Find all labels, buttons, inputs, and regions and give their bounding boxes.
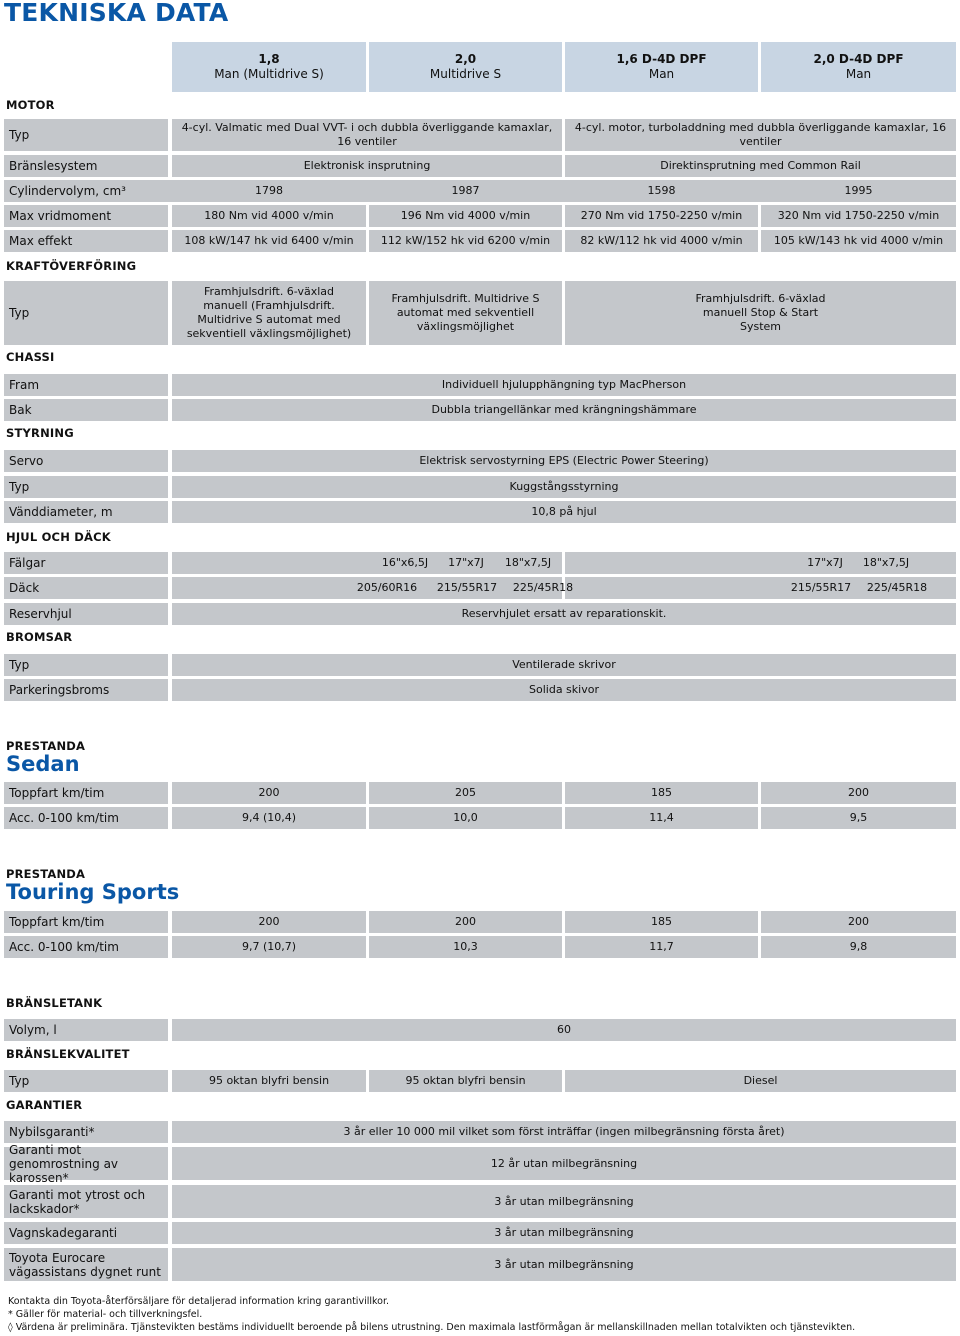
sedan-top-speed-1: 200 bbox=[172, 782, 366, 804]
touring-acceleration-2: 10,3 bbox=[369, 936, 562, 958]
sedan-acceleration-3: 11,4 bbox=[565, 807, 758, 829]
displacement-4: 1995 bbox=[844, 184, 873, 197]
section-chassis: CHASSI bbox=[6, 350, 55, 364]
section-fuel-quality: BRÄNSLEKVALITET bbox=[6, 1047, 130, 1061]
column-header-4 bbox=[761, 42, 956, 92]
warranty-value-paint: 3 år utan milbegränsning bbox=[172, 1185, 956, 1218]
steering-type-value: Kuggstångsstyrning bbox=[172, 476, 956, 498]
section-fuel-tank: BRÄNSLETANK bbox=[6, 996, 103, 1010]
column-header-3-engine: 1,6 D-4D DPF bbox=[616, 52, 707, 66]
touring-acceleration-4: 9,8 bbox=[761, 936, 956, 958]
warranty-label-damage: Vagnskadegaranti bbox=[4, 1222, 168, 1244]
footnote-preliminary: ◊ Värdena är preliminära. Tjänstevikten bestäms individuellt beroende på bilens utrustning. Den maximala lastförmågan är mellanskillnaden mellan totalvikten och tjänstevikten. bbox=[8, 1322, 856, 1333]
column-header-4-engine: 2,0 D-4D DPF bbox=[813, 52, 904, 66]
warranty-label-paint: Garanti mot ytrost och lackskador* bbox=[4, 1185, 168, 1218]
drivetrain-type-label: Typ bbox=[4, 281, 168, 345]
motor-type-label: Typ bbox=[4, 119, 168, 151]
torque-4: 320 Nm vid 1750-2250 v/min bbox=[761, 205, 956, 227]
column-header-2 bbox=[369, 42, 562, 92]
brake-type-label: Typ bbox=[4, 654, 168, 676]
brake-type-value: Ventilerade skrivor bbox=[172, 654, 956, 676]
section-performance-touring: PRESTANDA bbox=[6, 867, 86, 881]
power-label: Max effekt bbox=[4, 230, 168, 252]
parking-brake-value: Solida skivor bbox=[172, 679, 956, 701]
tyres-petrol-3: 225/45R18 bbox=[512, 581, 574, 594]
power-2: 112 kW/152 hk vid 6200 v/min bbox=[369, 230, 562, 252]
displacement-2: 1987 bbox=[451, 184, 480, 197]
touring-acceleration-1: 9,7 (10,7) bbox=[172, 936, 366, 958]
rims-diesel-2: 18"x7,5J bbox=[862, 556, 910, 569]
front-suspension-value: Individuell hjulupphängning typ MacPherson bbox=[172, 374, 956, 396]
front-suspension-label: Fram bbox=[4, 374, 168, 396]
section-wheels: HJUL OCH DÄCK bbox=[6, 530, 111, 544]
column-header-3 bbox=[565, 42, 758, 92]
rims-petrol-2: 17"x7J bbox=[448, 556, 484, 569]
tyres-label: Däck bbox=[4, 577, 168, 599]
servo-label: Servo bbox=[4, 450, 168, 472]
sedan-top-speed-3: 185 bbox=[565, 782, 758, 804]
column-header-1 bbox=[172, 42, 366, 92]
torque-3: 270 Nm vid 1750-2250 v/min bbox=[565, 205, 758, 227]
touring-acceleration-label: Acc. 0-100 km/tim bbox=[4, 936, 168, 958]
section-steering: STYRNING bbox=[6, 426, 74, 440]
drivetrain-type-2: Framhjulsdrift. Multidrive S automat med sekventiell växlingsmöjlighet bbox=[369, 281, 562, 345]
rims-petrol-3: 18"x7,5J bbox=[504, 556, 552, 569]
column-header-1-gearbox: Man (Multidrive S) bbox=[214, 67, 324, 81]
displacement-1: 1798 bbox=[255, 184, 283, 197]
parking-brake-label: Parkeringsbroms bbox=[4, 679, 168, 701]
model-sedan: Sedan bbox=[6, 752, 80, 776]
motor-type-diesel: 4-cyl. motor, turboladdning med dubbla överliggande kamaxlar, 16 ventiler bbox=[565, 119, 956, 151]
sedan-acceleration-label: Acc. 0-100 km/tim bbox=[4, 807, 168, 829]
torque-1: 180 Nm vid 4000 v/min bbox=[172, 205, 366, 227]
power-3: 82 kW/112 hk vid 4000 v/min bbox=[565, 230, 758, 252]
displacement-label: Cylindervolym, cm³ bbox=[4, 180, 168, 202]
touring-top-speed-4: 200 bbox=[761, 911, 956, 933]
fuel-quality-1: 95 oktan blyfri bensin bbox=[172, 1070, 366, 1092]
tyres-diesel-1: 215/55R17 bbox=[790, 581, 852, 594]
section-warranty: GARANTIER bbox=[6, 1098, 83, 1112]
drivetrain-type-1: Framhjulsdrift. 6-växlad manuell (Framhjulsdrift. Multidrive S automat med sekventiell växlingsmöjlighet) bbox=[172, 281, 366, 345]
fuel-quality-34: Diesel bbox=[565, 1070, 956, 1092]
warranty-value-damage: 3 år utan milbegränsning bbox=[172, 1222, 956, 1244]
section-performance-sedan: PRESTANDA bbox=[6, 739, 86, 753]
footnote-material: * Gäller för material- och tillverkningsfel. bbox=[8, 1309, 203, 1320]
steering-type-label: Typ bbox=[4, 476, 168, 498]
sedan-top-speed-label: Toppfart km/tim bbox=[4, 782, 168, 804]
warranty-value-rust: 12 år utan milbegränsning bbox=[172, 1147, 956, 1180]
rims-petrol-1: 16"x6,5J bbox=[381, 556, 429, 569]
motor-type-petrol: 4-cyl. Valmatic med Dual VVT- i och dubbla överliggande kamaxlar, 16 ventiler bbox=[172, 119, 562, 151]
drivetrain-type-34: Framhjulsdrift. 6-växlad manuell Stop & Start System bbox=[565, 281, 956, 345]
turning-diameter-value: 10,8 på hjul bbox=[172, 501, 956, 523]
footnote-contact: Kontakta din Toyota-återförsäljare för detaljerad information kring garantivillkor. bbox=[8, 1296, 390, 1307]
fuel-system-petrol: Elektronisk insprutning bbox=[172, 155, 562, 177]
section-motor: MOTOR bbox=[6, 98, 55, 112]
column-header-1-engine: 1,8 bbox=[258, 52, 280, 66]
section-drivetrain: KRAFTÖVERFÖRING bbox=[6, 259, 137, 273]
warranty-label-new-car: Nybilsgaranti* bbox=[4, 1121, 168, 1143]
sedan-acceleration-1: 9,4 (10,4) bbox=[172, 807, 366, 829]
torque-label: Max vridmoment bbox=[4, 205, 168, 227]
rims-label: Fälgar bbox=[4, 552, 168, 574]
page-title: TEKNISKA DATA bbox=[4, 0, 229, 27]
column-header-2-engine: 2,0 bbox=[454, 52, 477, 66]
power-1: 108 kW/147 hk vid 6400 v/min bbox=[172, 230, 366, 252]
touring-top-speed-label: Toppfart km/tim bbox=[4, 911, 168, 933]
touring-top-speed-2: 200 bbox=[369, 911, 562, 933]
warranty-value-new-car: 3 år eller 10 000 mil vilket som först inträffar (ingen milbegränsning första året) bbox=[172, 1121, 956, 1143]
touring-top-speed-1: 200 bbox=[172, 911, 366, 933]
rear-suspension-value: Dubbla triangellänkar med krängningshämmare bbox=[172, 399, 956, 421]
tank-volume-label: Volym, l bbox=[4, 1019, 168, 1041]
rims-diesel-1: 17"x7J bbox=[807, 556, 843, 569]
rear-suspension-label: Bak bbox=[4, 399, 168, 421]
tyres-diesel-2: 225/45R18 bbox=[866, 581, 928, 594]
fuel-quality-label: Typ bbox=[4, 1070, 168, 1092]
sedan-acceleration-4: 9,5 bbox=[761, 807, 956, 829]
power-4: 105 kW/143 hk vid 4000 v/min bbox=[761, 230, 956, 252]
column-header-4-gearbox: Man bbox=[845, 67, 872, 81]
fuel-quality-2: 95 oktan blyfri bensin bbox=[369, 1070, 562, 1092]
touring-top-speed-3: 185 bbox=[565, 911, 758, 933]
spare-wheel-value: Reservhjulet ersatt av reparationskit. bbox=[172, 603, 956, 625]
sedan-top-speed-2: 205 bbox=[369, 782, 562, 804]
column-header-3-gearbox: Man bbox=[648, 67, 675, 81]
touring-acceleration-3: 11,7 bbox=[565, 936, 758, 958]
spare-wheel-label: Reservhjul bbox=[4, 603, 168, 625]
sedan-acceleration-2: 10,0 bbox=[369, 807, 562, 829]
fuel-system-diesel: Direktinsprutning med Common Rail bbox=[565, 155, 956, 177]
tyres-petrol-2: 215/55R17 bbox=[436, 581, 498, 594]
tyres-petrol-1: 205/60R16 bbox=[356, 581, 418, 594]
warranty-value-assistance: 3 år utan milbegränsning bbox=[172, 1248, 956, 1281]
section-brakes: BROMSAR bbox=[6, 630, 73, 644]
warranty-label-rust: Garanti mot genomrostning av karossen* bbox=[4, 1147, 168, 1180]
torque-2: 196 Nm vid 4000 v/min bbox=[369, 205, 562, 227]
displacement-3: 1598 bbox=[647, 184, 676, 197]
model-touring-sports: Touring Sports bbox=[6, 880, 180, 904]
column-header-2-gearbox: Multidrive S bbox=[429, 67, 502, 81]
sedan-top-speed-4: 200 bbox=[761, 782, 956, 804]
servo-value: Elektrisk servostyrning EPS (Electric Power Steering) bbox=[172, 450, 956, 472]
turning-diameter-label: Vänddiameter, m bbox=[4, 501, 168, 523]
warranty-label-assistance: Toyota Eurocare vägassistans dygnet runt bbox=[4, 1248, 168, 1281]
fuel-system-label: Bränslesystem bbox=[4, 155, 168, 177]
tank-volume-value: 60 bbox=[172, 1019, 956, 1041]
